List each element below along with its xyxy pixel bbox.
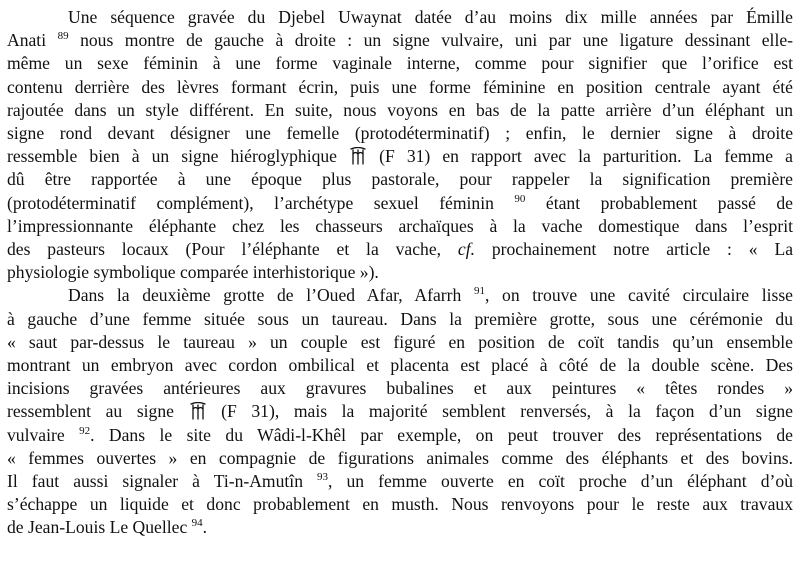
text-line bbox=[7, 215, 793, 238]
text-line bbox=[7, 493, 793, 516]
text-run: incisions gravées antérieures aux gravures bubalines et aux peintures « têtes rondes » bbox=[7, 378, 793, 399]
text-run: étant probablement passé de bbox=[545, 192, 793, 213]
text-run: contenu derrière des lèvres formant écrin, puis une forme féminine en position centrale ayant été bbox=[7, 76, 793, 97]
text-run: rajoutée dans un style différent. En suite, nous voyons en bas de la patte arrière d’un éléphant un bbox=[7, 99, 793, 120]
text-run: de Jean-Louis Le Quellec bbox=[7, 517, 188, 538]
text-line bbox=[7, 284, 793, 307]
text-run: s’échappe un liquide et donc probablement en musth. Nous renvoyons pour le reste aux travaux bbox=[7, 494, 793, 515]
text-run: (protodéterminatif complément), l’archétype sexuel féminin bbox=[7, 192, 494, 213]
paragraph-2 bbox=[7, 284, 793, 539]
footnote-ref-90[interactable]: 90 bbox=[514, 192, 526, 205]
text-run: « saut par-dessus le taureau » un couple est figuré en position de coït tandis qu’un ensemble bbox=[7, 331, 793, 352]
text-run: dû être rapportée à une époque plus pastorale, pour rappeler la signification première bbox=[7, 169, 793, 190]
text-run: à gauche d’une femme située sous un taureau. Dans la première grotte, sous une cérémonie du bbox=[7, 308, 793, 329]
hieroglyph-f31-icon bbox=[189, 402, 207, 420]
text-line bbox=[7, 76, 793, 99]
text-line bbox=[7, 192, 793, 215]
text-line bbox=[7, 400, 793, 423]
text-run: . bbox=[202, 517, 208, 538]
footnote-ref-93[interactable]: 93 bbox=[317, 471, 329, 484]
footnote-ref-91[interactable]: 91 bbox=[473, 285, 485, 298]
text-run: montrant un embryon avec cordon ombilical et placenta est placé à côté de la double scène. Des bbox=[7, 355, 793, 376]
text-run: l’impressionnante éléphante chez les chasseurs archaïques à la vache domestique dans l’esprit bbox=[7, 215, 793, 236]
text-line bbox=[7, 470, 793, 493]
text-line bbox=[7, 29, 793, 52]
text-line bbox=[7, 516, 793, 539]
text-run: Anati bbox=[7, 30, 47, 51]
text-run: signe rond devant désigner une femelle (protodéterminatif) ; enfin, le dernier signe à droite bbox=[7, 123, 793, 144]
text-run: nous montre de gauche à droite : un signe vulvaire, uni par une ligature dessinant elle- bbox=[80, 30, 794, 51]
text-line bbox=[7, 377, 793, 400]
text-run: , on trouve une cavité circulaire lisse bbox=[484, 285, 793, 306]
paragraph-1 bbox=[7, 6, 793, 284]
text-run: . Dans le site du Wâdi-l-Khêl par exemple, on peut trouver des représentations de bbox=[90, 424, 793, 445]
text-line bbox=[7, 52, 793, 75]
text-line bbox=[7, 447, 793, 470]
text-run: des pasteurs locaux (Pour l’éléphante et la vache, bbox=[7, 239, 442, 260]
text-run: ressemble bien à un signe hiéroglyphique bbox=[7, 146, 337, 167]
text-run: Une séquence gravée du Djebel Uwaynat datée d’au moins dix mille années par Émille bbox=[68, 7, 793, 27]
text-run: ressemblent au signe bbox=[7, 401, 174, 422]
footnote-ref-92[interactable]: 92 bbox=[79, 424, 91, 437]
text-line bbox=[7, 99, 793, 122]
text-line bbox=[7, 424, 793, 447]
text-line bbox=[7, 238, 793, 261]
text-run: (F 31), mais la majorité semblent renversés, à la façon d’un signe bbox=[221, 401, 793, 422]
footnote-ref-89[interactable]: 89 bbox=[57, 30, 69, 43]
text-run: même un sexe féminin à une forme vaginale interne, comme pour signifier que l’orifice est bbox=[7, 53, 793, 74]
text-line bbox=[7, 261, 793, 284]
text-run: vulvaire bbox=[7, 424, 65, 445]
text-run: Dans la deuxième grotte de l’Oued Afar, Afarrh bbox=[68, 285, 462, 306]
text-line bbox=[7, 331, 793, 354]
text-line bbox=[7, 308, 793, 331]
text-run: (F 31) en rapport avec la parturition. La femme a bbox=[379, 146, 793, 167]
text-line bbox=[7, 354, 793, 377]
text-run: , un femme ouverte en coït proche d’un éléphant d’où bbox=[328, 471, 793, 492]
footnote-ref-94[interactable]: 94 bbox=[191, 517, 203, 530]
text-run: Il faut aussi signaler à Ti-n-Amutîn bbox=[7, 471, 303, 492]
hieroglyph-f31-icon bbox=[349, 147, 367, 165]
text-line bbox=[7, 6, 793, 29]
text-run-italic: cf. bbox=[457, 239, 475, 260]
text-run: physiologie symbolique comparée interhistorique »). bbox=[7, 262, 379, 283]
text-line bbox=[7, 168, 793, 191]
text-line bbox=[7, 122, 793, 145]
text-run: « femmes ouvertes » en compagnie de figurations animales comme des éléphants et des bovins. bbox=[7, 447, 793, 468]
text-run: prochainement notre article : « La bbox=[491, 239, 793, 260]
text-line bbox=[7, 145, 793, 168]
